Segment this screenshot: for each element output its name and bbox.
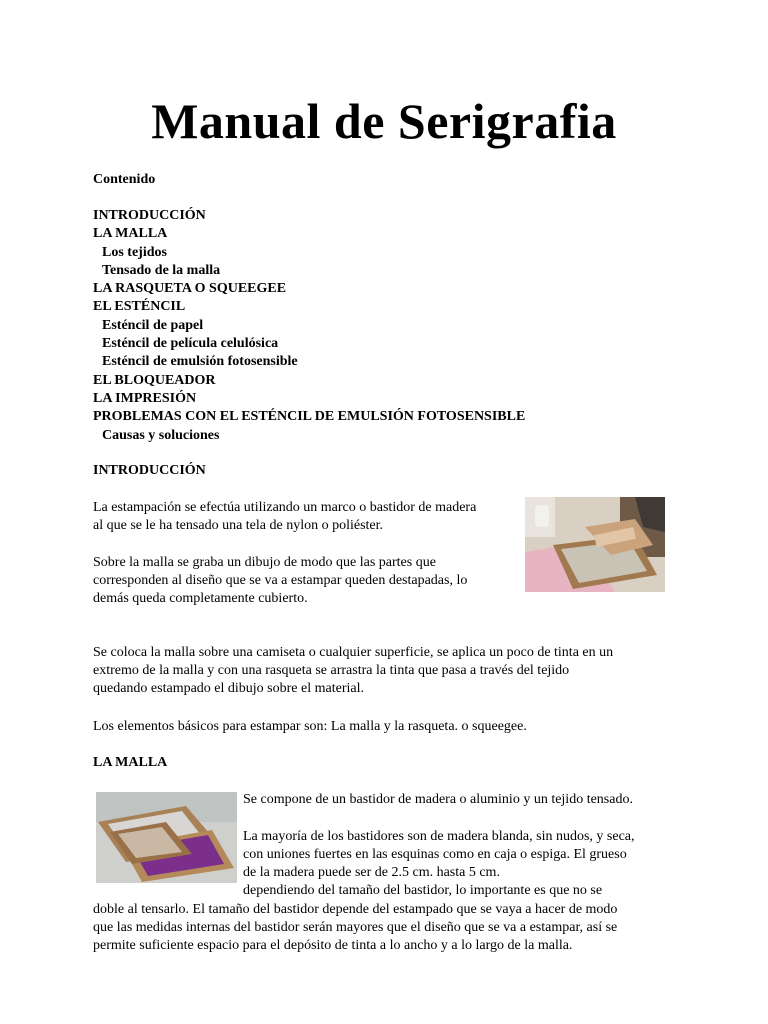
section-heading-introduccion: INTRODUCCIÓN — [93, 463, 206, 478]
toc-item-la-malla[interactable]: LA MALLA — [93, 226, 168, 241]
paragraph-line: dependiendo del tamaño del bastidor, lo importante es que no se — [243, 883, 603, 898]
intro-paragraph-4 — [93, 718, 527, 736]
paragraph-line: demás queda completamente cubierto. — [93, 591, 308, 606]
toc-item-problemas[interactable]: PROBLEMAS CON EL ESTÉNCIL DE EMULSIÓN FOTOSENSIBLE — [93, 409, 526, 424]
paragraph-line: permite suficiente espacio para el depósito de tinta a lo ancho y a lo largo de la malla. — [93, 938, 573, 953]
section-heading-la-malla: LA MALLA — [93, 755, 168, 770]
paragraph-line: al que se le ha tensado una tela de nylon o poliéster. — [93, 518, 384, 533]
malla-paragraph-2 — [243, 828, 635, 900]
toc-item-impresion[interactable]: LA IMPRESIÓN — [93, 391, 197, 406]
paragraph-line: extremo de la malla y con una rasqueta se arrastra la tinta que pasa a través del tejido — [93, 663, 570, 678]
paragraph-line: doble al tensarlo. El tamaño del bastidor depende del estampado que se vaya a hacer de modo — [93, 902, 618, 917]
toc-item-estencil-papel[interactable]: Esténcil de papel — [102, 318, 204, 333]
toc-item-tensado[interactable]: Tensado de la malla — [102, 263, 221, 278]
toc-item-estencil-emulsion[interactable]: Esténcil de emulsión fotosensible — [102, 354, 298, 369]
paragraph-line: La mayoría de los bastidores son de madera blanda, sin nudos, y seca, — [243, 829, 635, 844]
paragraph-line: La estampación se efectúa utilizando un marco o bastidor de madera — [93, 500, 477, 515]
paragraph-line: quedando estampado el dibujo sobre el material. — [93, 681, 364, 696]
toc-item-los-tejidos[interactable]: Los tejidos — [102, 245, 167, 260]
document-title: Manual de Serigrafia — [151, 93, 617, 149]
screen-frames-photo — [96, 792, 237, 883]
paragraph-line: con uniones fuertes en las esquinas como en caja o espiga. El grueso — [243, 847, 627, 862]
toc-item-causas[interactable]: Causas y soluciones — [102, 428, 220, 443]
paragraph-line: Sobre la malla se graba un dibujo de modo que las partes que — [93, 555, 436, 570]
toc-item-rasqueta[interactable]: LA RASQUETA O SQUEEGEE — [93, 281, 287, 296]
toc-heading: Contenido — [93, 172, 156, 187]
toc-item-estencil-pelicula[interactable]: Esténcil de película celulósica — [102, 336, 279, 351]
intro-paragraph-1 — [93, 499, 476, 535]
malla-paragraph-3 — [93, 901, 617, 955]
printing-photo — [525, 497, 665, 592]
toc-item-bloqueador[interactable]: EL BLOQUEADOR — [93, 373, 216, 388]
intro-paragraph-3 — [93, 644, 613, 698]
intro-paragraph-2 — [93, 554, 467, 608]
paragraph-line: Los elementos básicos para estampar son: La malla y la rasqueta. o squeegee. — [93, 719, 527, 734]
paragraph-line: corresponden al diseño que se va a estampar queden destapadas, lo — [93, 573, 468, 588]
paragraph-line: Se coloca la malla sobre una camiseta o cualquier superficie, se aplica un poco de tinta en un — [93, 645, 614, 660]
toc-item-estencil[interactable]: EL ESTÉNCIL — [93, 299, 186, 314]
paragraph-line: de la madera puede ser de 2.5 cm. hasta 5 cm. — [243, 865, 500, 880]
malla-paragraph-1 — [243, 791, 633, 809]
toc-item-introduccion[interactable]: INTRODUCCIÓN — [93, 208, 206, 223]
paragraph-line: Se compone de un bastidor de madera o aluminio y un tejido tensado. — [243, 792, 633, 807]
paragraph-line: que las medidas internas del bastidor serán mayores que el diseño que se va a estampar, así se — [93, 920, 618, 935]
